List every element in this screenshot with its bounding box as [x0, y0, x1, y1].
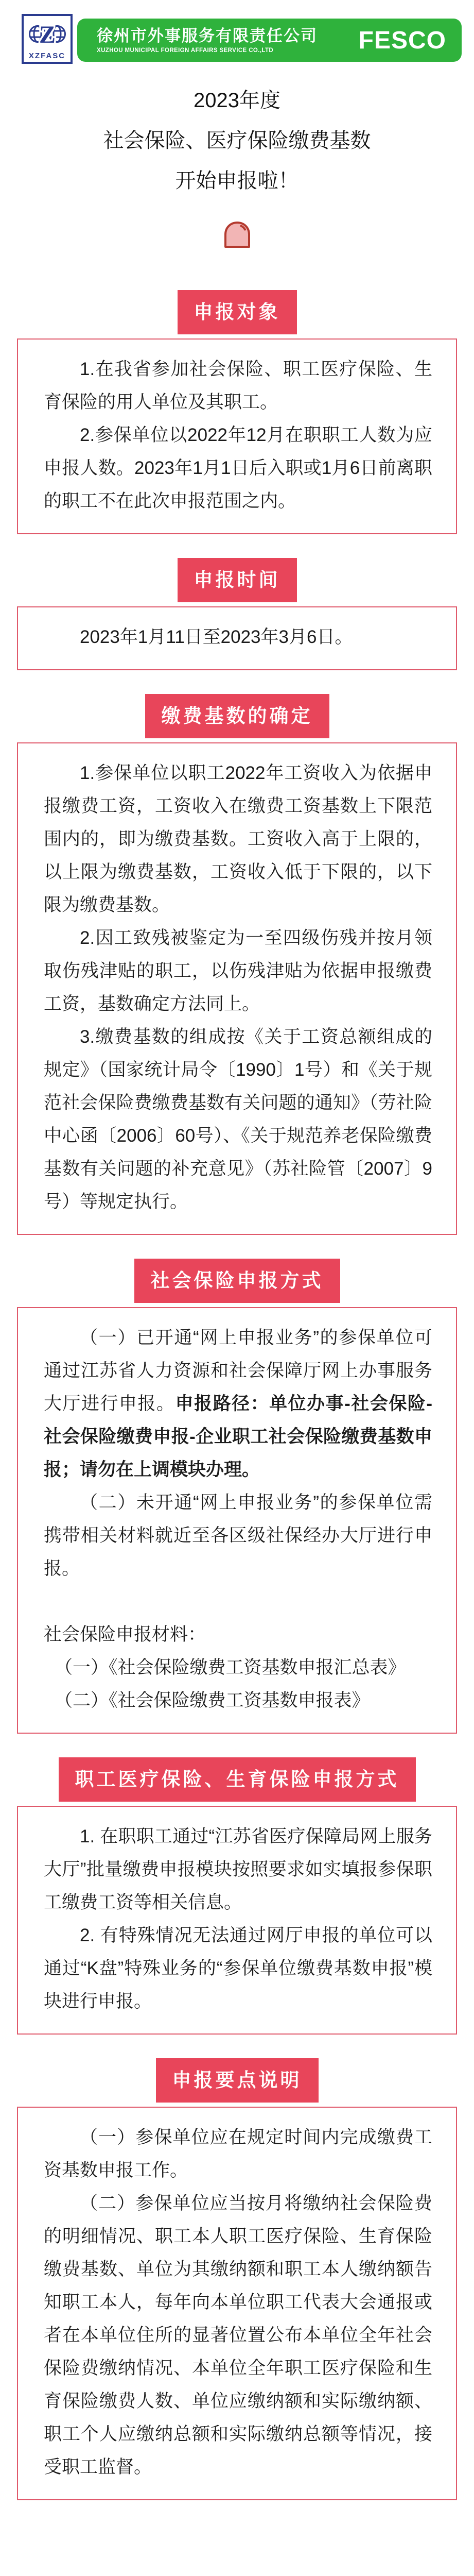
section-box [17, 1307, 457, 1734]
header [0, 0, 474, 64]
company-name-en: XUZHOU MUNICIPAL FOREIGN AFFAIRS SERVICE CO.,LTD [97, 47, 274, 54]
section-social-insurance-method [0, 1259, 474, 1734]
company-logo [22, 14, 73, 64]
section-box [17, 2107, 457, 2500]
spacer [44, 1585, 432, 1618]
brand-wordmark: FESCO [358, 26, 446, 54]
section-base-determination [0, 694, 474, 1235]
paragraph: 2023年1月11日至2023年3月6日。 [80, 627, 353, 647]
header-banner [77, 19, 462, 62]
section-box [17, 606, 457, 670]
paragraph: 1. 在职职工通过“江苏省医疗保障局网上服务大厅”批量缴费申报模块按照要求如实填报参保职工缴费工资等相关信息。 [44, 1826, 432, 1912]
paragraph: （二）未开通“网上申报业务”的参保单位需携带相关材料就近至各区级社保经办大厅进行申报。 [44, 1493, 432, 1579]
paragraph: 2.因工致残被鉴定为一至四级伤残并按月领取伤残津贴的职工，以伤残津贴为依据申报缴费工资，基数确定方法同上。 [44, 928, 432, 1014]
materials-item: （二）《社会保险缴费工资基数申报表》 [55, 1690, 370, 1710]
logo-acronym: XZFASC [28, 52, 66, 60]
section-badge: 申报要点说明 [156, 2058, 319, 2103]
title-line-2: 社会保险、医疗保险缴费基数 [103, 129, 371, 152]
paragraph: 1.在我省参加社会保险、职工医疗保险、生育保险的用人单位及其职工。 [44, 359, 432, 412]
company-name-cn: 徐州市外事服务有限责任公司 [97, 27, 318, 45]
section-box [17, 338, 457, 534]
paragraph-normal-part: （一）已开通“网上申报业务”的参保单位可通过江苏省人力资源和社会保障厅网上办事服务大厅进行申报。 [44, 1328, 432, 1414]
paragraph: 3.缴费基数的组成按《关于工资总额组成的规定》（国家统计局令〔1990〕1号）和《关于规范社会保险费缴费基数有关问题的通知》（劳社险中心函〔2006〕60号）、《关于规范养老保险缴费基数有关问题的补充意见》（苏社险管〔2007〕9号）等规定执行。 [44, 1027, 432, 1212]
paragraph [44, 1321, 432, 1486]
company-name-block [97, 27, 318, 54]
section-badge: 缴费基数的确定 [145, 694, 329, 738]
section-box [17, 742, 457, 1235]
svg-text:Z: Z [39, 21, 56, 48]
section-key-points [0, 2058, 474, 2500]
materials-item: （一）《社会保险缴费工资基数申报汇总表》 [55, 1657, 406, 1677]
section-badge: 社会保险申报方式 [134, 1259, 340, 1303]
paragraph: 1.参保单位以职工2022年工资收入为依据申报缴费工资，工资收入在缴费工资基数上下限范围内的，即为缴费基数。工资收入高于上限的，以上限为缴费基数，工资收入低于下限的，以下限为缴费基数。 [44, 763, 432, 915]
section-box [17, 1806, 457, 2035]
title-line-3: 开始申报啦！ [175, 170, 299, 192]
announcement-icon [222, 219, 253, 249]
section-declaration-time [0, 558, 474, 670]
paragraph: 2. 有特殊情况无法通过网厅申报的单位可以通过“K盘”特殊业务的“参保单位缴费基数申报”模块进行申报。 [44, 1925, 432, 2011]
section-badge: 申报对象 [178, 290, 297, 334]
globe-icon [28, 20, 66, 52]
title-line-1: 2023年度 [194, 89, 280, 112]
announcement-icon-wrap [0, 219, 474, 252]
section-badge: 申报时间 [178, 558, 297, 602]
page-title [0, 80, 474, 201]
paragraph: （一）参保单位应在规定时间内完成缴费工资基数申报工作。 [44, 2127, 432, 2180]
section-badge: 职工医疗保险、生育保险申报方式 [59, 1757, 416, 1802]
paragraph: （二）参保单位应当按月将缴纳社会保险费的明细情况、职工本人职工医疗保险、生育保险缴费基数、单位为其缴纳额和职工本人缴纳额告知职工本人，每年向本单位职工代表大会通报或者在本单位住所的显著位置公布本单位全年社会保险费缴纳情况、本单位全年职工医疗保险和生育保险缴费人数、单位应缴纳额和实际缴纳额、职工个人应缴纳总额和实际缴纳总额等情况，接受职工监督。 [44, 2193, 432, 2477]
section-declaration-target [0, 290, 474, 534]
materials-title: 社会保险申报材料： [44, 1624, 206, 1645]
paragraph: 2.参保单位以2022年12月在职职工人数为应申报人数。2023年1月1日后入职或1月6日前离职的职工不在此次申报范围之内。 [44, 425, 432, 511]
section-medical-maternity-method [0, 1757, 474, 2035]
paragraph-bold-part: 申报路径：单位办事-社会保险-社会保险缴费申报-企业职工社会保险缴费基数申报；请勿在上调模块办理。 [44, 1394, 432, 1480]
